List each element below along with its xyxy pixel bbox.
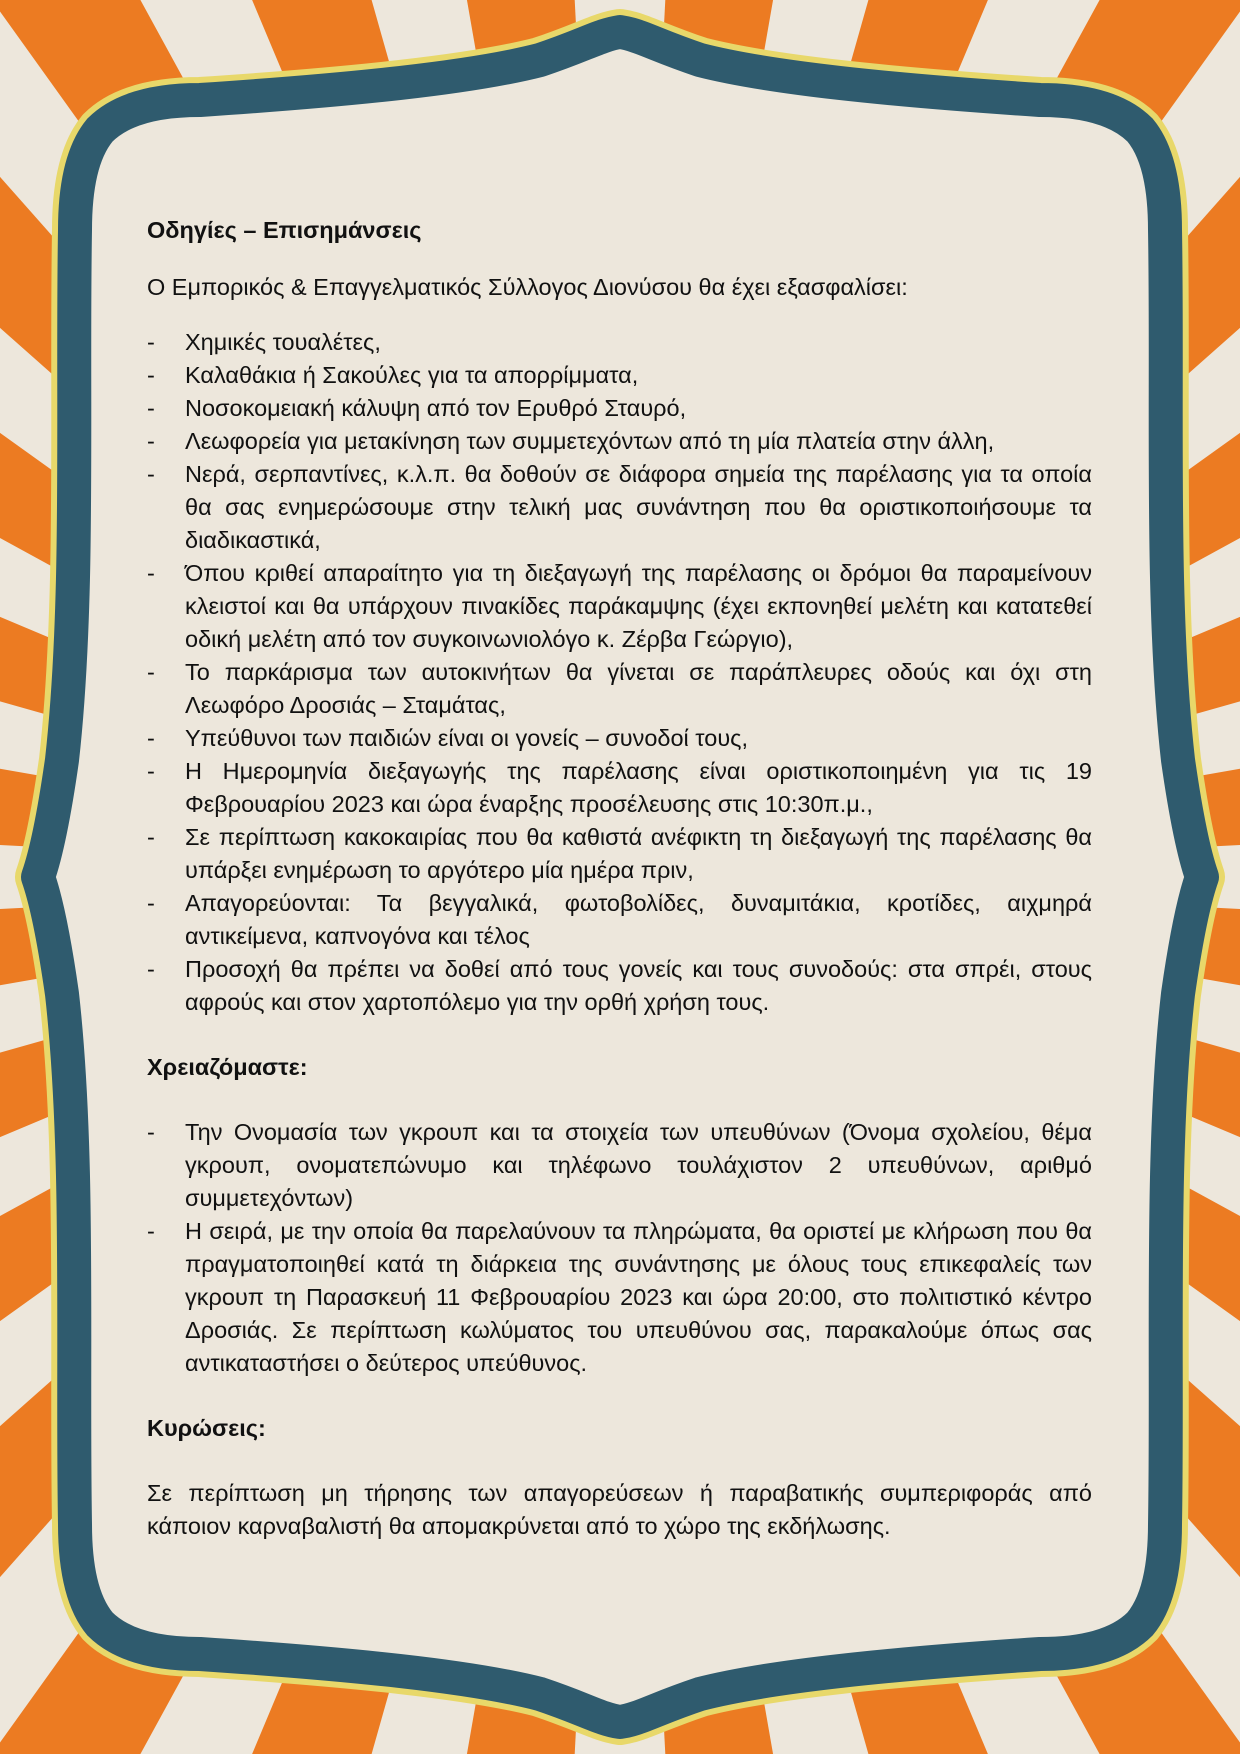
list-item: - Λεωφορεία για μετακίνηση των συμμετεχόντων από τη μία πλατεία στην άλλη, [147,425,1092,458]
list-item: - Προσοχή θα πρέπει να δοθεί από τους γονείς και τους συνοδούς: στα σπρέι, στους αφρούς και στον χαρτοπόλεμο για την ορθή χρήση τους. [147,953,1092,1019]
list-item: - Όπου κριθεί απαραίτητο για τη διεξαγωγή της παρέλασης οι δρόμοι θα παραμείνουν κλειστοί και θα υπάρχουν πινακίδες παράκαμψης (έχει εκπονηθεί μελέτη και κατατεθεί οδική μελέτη από τον συγκοινωνιολόγο κ. Ζέρβα Γεώργιο), [147,557,1092,656]
list-item: - Νερά, σερπαντίνες, κ.λ.π. θα δοθούν σε διάφορα σημεία της παρέλασης για τα οποία θα σας ενημερώσουμε στην τελική μας συνάντηση που θα οριστικοποιήσουμε τα διαδικαστικά, [147,458,1092,557]
list-item: - Την Ονομασία των γκρουπ και τα στοιχεία των υπευθύνων (Όνομα σχολείου, θέμα γκρουπ, ονοματεπώνυμο και τηλέφωνο τουλάχιστον 2 υπευθύνων, αριθμό συμμετεχόντων) [147,1116,1092,1215]
list-item: - Απαγορεύονται: Τα βεγγαλικά, φωτοβολίδες, δυναμιτάκια, κροτίδες, αιχμηρά αντικείμενα, καπνογόνα και τέλος [147,887,1092,953]
provisions-list [147,326,1092,1019]
intro-paragraph: Ο Εμπορικός & Επαγγελματικός Σύλλογος Διονύσου θα έχει εξασφαλίσει: [147,274,908,300]
requirements-list [147,1116,1092,1380]
list-item: - Σε περίπτωση κακοκαιρίας που θα καθιστά ανέφικτη τη διεξαγωγή της παρέλασης θα υπάρξει ενημέρωση το αργότερο μία ημέρα πριν, [147,821,1092,887]
section-heading-needs: Χρειαζόμαστε: [147,1054,308,1080]
list-item: - Το παρκάρισμα των αυτοκινήτων θα γίνεται σε παράπλευρες οδούς και όχι στη Λεωφόρο Δροσιάς – Σταμάτας, [147,656,1092,722]
list-item: - Η Ημερομηνία διεξαγωγής της παρέλασης είναι οριστικοποιημένη για τις 19 Φεβρουαρίου 2023 και ώρα έναρξης προσέλευσης στις 10:30π.μ., [147,755,1092,821]
list-item: - Η σειρά, με την οποία θα παρελαύνουν τα πληρώματα, θα οριστεί με κλήρωση που θα πραγματοποιηθεί κατά τη διάρκεια της συνάντησης με όλους τους επικεφαλείς των γκρουπ τη Παρασκευή 11 Φεβρουαρίου 2023 και ώρα 20:00, στο πολιτιστικό κέντρο Δροσιάς. Σε περίπτωση κωλύματος του υπευθύνου σας, παρακαλούμε όπως σας αντικαταστήσει ο δεύτερος υπεύθυνος. [147,1215,1092,1380]
list-item: - Καλαθάκια ή Σακούλες για τα απορρίμματα, [147,359,1092,392]
list-item: - Νοσοκομειακή κάλυψη από τον Ερυθρό Σταυρό, [147,392,1092,425]
sanctions-paragraph: Σε περίπτωση μη τήρησης των απαγορεύσεων ή παραβατικής συμπεριφοράς από κάποιον καρναβαλιστή θα απομακρύνεται από το χώρο της εκδήλωσης. [147,1480,1092,1539]
section-heading-sanctions: Κυρώσεις: [147,1415,266,1441]
list-item: - Υπεύθυνοι των παιδιών είναι οι γονείς – συνοδοί τους, [147,722,1092,755]
document-body [147,214,1092,1543]
list-item: - Χημικές τουαλέτες, [147,326,1092,359]
section-heading-instructions: Οδηγίες – Επισημάνσεις [147,217,422,243]
